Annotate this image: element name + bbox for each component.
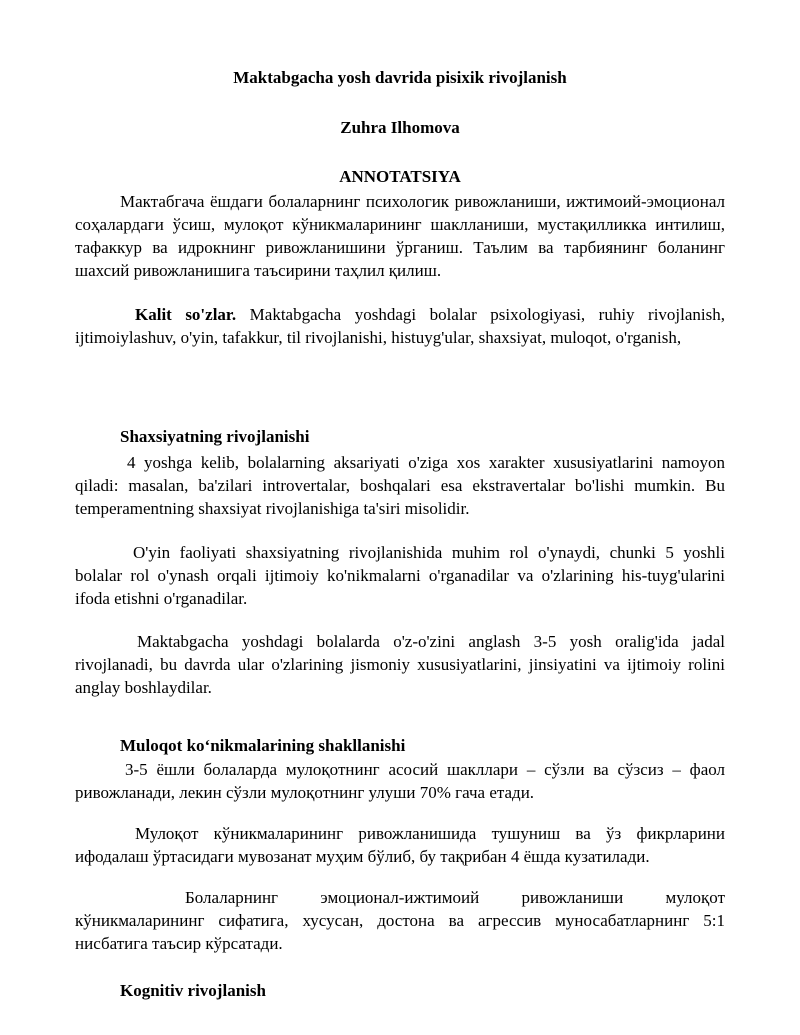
keywords-paragraph — [75, 303, 725, 349]
abstract-heading: ANNOTATSIYA — [339, 167, 461, 186]
paragraph-personality-3: Maktabgacha yoshdagi bolalarda o'z-o'zini anglash 3-5 yosh oralig'ida jadal rivojlanadi, bu davrda ular o'zlarining jismoniy xususiyatlarini, jinsiyatini va ijtimoiy rolini anglay boshlaydilar. — [75, 632, 725, 697]
paragraph-communication-2: Мулоқот кўникмаларининг ривожланишида тушуниш ва ўз фикрларини ифодалаш ўртасидаги мувозанат муҳим бўлиб, бу тақрибан 4 ёшда кузатилади. — [75, 824, 725, 866]
abstract-text: Мактабгача ёшдаги болаларнинг психологик ривожланиши, ижтимоий-эмоционал соҳалардаги ўсиш, мулоқот кўникмаларининг шаклланиши, мустақилликка интилиш, тафаккур ва идрокнинг ривожланишини ўрганиш. Таълим ва тарбиянинг боланинг шахсий ривожланишига таъсирини таҳлил қилиш. — [75, 192, 725, 280]
paper-title: Maktabgacha yosh davrida pisixik rivojlanish — [233, 68, 567, 87]
keywords-label: Kalit so'zlar. — [135, 305, 237, 324]
paragraph-communication-1: 3-5 ёшли болаларда мулоқотнинг асосий шакллари – сўзли ва сўзсиз – фаол ривожланади, лекин сўзли мулоқотнинг улуши 70% гача етади. — [75, 760, 725, 802]
section-heading-personality: Shaxsiyatning rivojlanishi — [120, 427, 310, 446]
section-heading-cognitive: Kognitiv rivojlanish — [120, 981, 266, 1000]
section-heading-communication: Muloqot ko‘nikmalarining shakllanishi — [120, 736, 406, 755]
author-name: Zuhra Ilhomova — [340, 118, 460, 137]
paragraph-personality-1: 4 yoshga kelib, bolalarning aksariyati o'ziga xos xarakter xususiyatlarini namoyon qiladi: masalan, ba'zilari introvertalar, boshqalari esa ekstravertalar bo'lishi mumkin. Bu temperamentning shaxsiyat rivojlanishiga ta'siri misolidir. — [75, 453, 725, 518]
paragraph-personality-2: O'yin faoliyati shaxsiyatning rivojlanishida muhim rol o'ynaydi, chunki 5 yoshli bolalar rol o'ynash orqali ijtimoiy ko'nikmalarni o'rganadilar va o'zlarining his-tuyg'ularini ifoda etishni o'rganadilar. — [75, 543, 725, 608]
paragraph-communication-3: Болаларнинг эмоционал-ижтимоий ривожланиши мулоқот кўникмаларининг сифатига, хусусан, достона ва агрессив муносабатларнинг 5:1 нисбатига таъсир кўрсатади. — [75, 888, 725, 953]
keywords-text: Maktabgacha yoshdagi bolalar psixologiyasi, ruhiy rivojlanish, ijtimoiylashuv, o'yin, tafakkur, til rivojlanishi, histuyg'ular, shaxsiyat, muloqot, o'rganish, — [75, 305, 725, 347]
